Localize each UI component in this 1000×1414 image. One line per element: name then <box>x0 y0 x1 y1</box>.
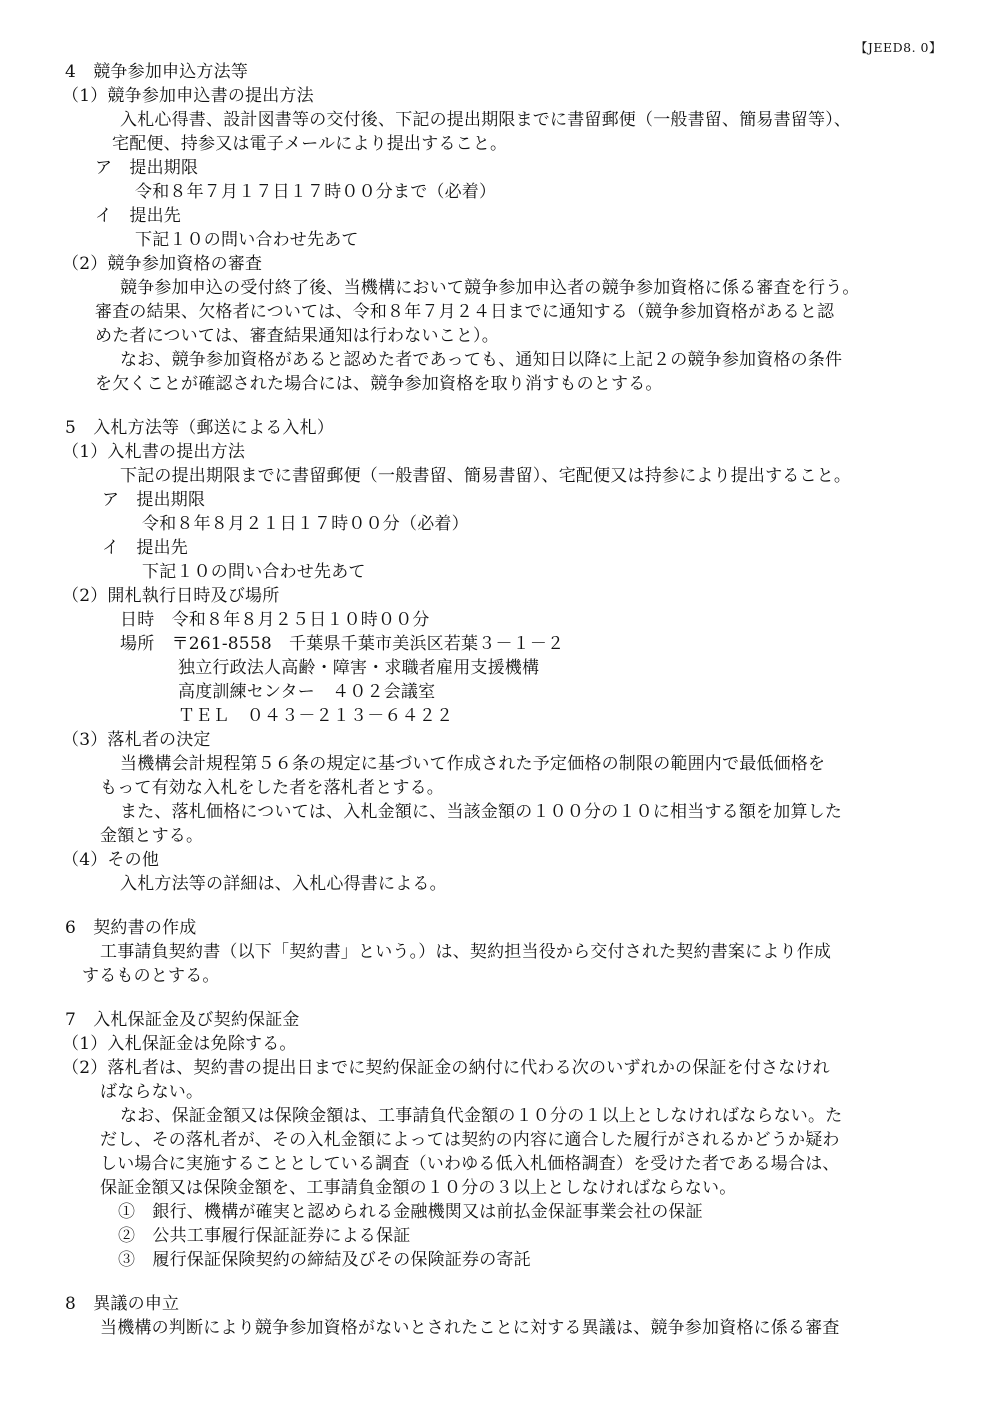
paragraph-line: 日時 令和８年８月２５日１０時００分 <box>120 610 430 630</box>
section-5-2-heading: （2）開札執行日時及び場所 <box>62 586 280 606</box>
paragraph-line: 宅配便、持参又は電子メールにより提出すること。 <box>112 134 508 154</box>
section-5-4-heading: （4）その他 <box>62 850 160 870</box>
paragraph-line: 審査の結果、欠格者については、令和８年７月２４日までに通知する（競争参加資格があると認 <box>95 302 835 322</box>
section-5-3-heading: （3）落札者の決定 <box>62 730 211 750</box>
paragraph-line: 工事請負契約書（以下「契約書」という。）は、契約担当役から交付された契約書案により作成 <box>100 942 832 962</box>
paragraph-line: だし、その落札者が、その入札金額によっては契約の内容に適合した履行がされるかどうか疑わ <box>100 1130 840 1150</box>
paragraph-line: また、落札価格については、入札金額に、当該金額の１００分の１０に相当する額を加算した <box>120 802 843 822</box>
paragraph-line: 保証金額又は保険金額を、工事請負金額の１０分の３以上としなければならない。 <box>100 1178 737 1198</box>
paragraph-line: 下記の提出期限までに書留郵便（一般書留、簡易書留）、宅配便又は持参により提出すること。 <box>120 466 852 486</box>
paragraph-line: 独立行政法人高齢・障害・求職者雇用支援機構 <box>178 658 540 678</box>
paragraph-line: 当機構会計規程第５６条の規定に基づいて作成された予定価格の制限の範囲内で最低価格を <box>120 754 826 774</box>
paragraph-line: ばならない。 <box>100 1082 204 1102</box>
paragraph-line: 下記１０の問い合わせ先あて <box>135 230 359 250</box>
item-label: ア 提出期限 <box>102 490 206 510</box>
paragraph-line: 場所 〒261-8558 千葉県千葉市美浜区若葉３－１－２ <box>120 634 565 654</box>
paragraph-line: 下記１０の問い合わせ先あて <box>142 562 366 582</box>
list-item: ③ 履行保証保険契約の締結及びその保険証券の寄託 <box>118 1250 531 1270</box>
paragraph-line: 令和８年８月２１日１７時００分（必着） <box>142 514 469 534</box>
paragraph-line: を欠くことが確認された場合には、競争参加資格を取り消すものとする。 <box>95 374 663 394</box>
section-4-heading: 4 競争参加申込方法等 <box>65 62 249 82</box>
paragraph-line: 令和８年７月１７日１７時００分まで（必着） <box>135 182 497 202</box>
paragraph-line: 競争参加申込の受付終了後、当機構において競争参加申込者の競争参加資格に係る審査を行う。 <box>120 278 860 298</box>
paragraph-line: もって有効な入札をした者を落札者とする。 <box>100 778 444 798</box>
section-5-heading: 5 入札方法等（郵送による入札） <box>65 418 335 438</box>
section-7-2-heading: （2）落札者は、契約書の提出日までに契約保証金の納付に代わる次のいずれかの保証を付さなけれ <box>62 1058 830 1078</box>
paragraph-line: なお、競争参加資格があると認めた者であっても、通知日以降に上記２の競争参加資格の条件 <box>120 350 843 370</box>
paragraph-line: するものとする。 <box>82 966 220 986</box>
paragraph-line: 入札方法等の詳細は、入札心得書による。 <box>120 874 447 894</box>
paragraph-line: 高度訓練センター ４０２会議室 <box>178 682 436 702</box>
section-4-2-heading: （2）競争参加資格の審査 <box>62 254 263 274</box>
section-5-1-heading: （1）入札書の提出方法 <box>62 442 246 462</box>
section-8-heading: 8 異議の申立 <box>65 1294 180 1314</box>
paragraph-line: 入札心得書、設計図書等の交付後、下記の提出期限までに書留郵便（一般書留、簡易書留等）、 <box>120 110 852 130</box>
list-item: ① 銀行、機構が確実と認められる金融機関又は前払金保証事業会社の保証 <box>118 1202 703 1222</box>
paragraph-line: めた者については、審査結果通知は行わないこと）。 <box>95 326 499 346</box>
section-4-1-heading: （1）競争参加申込書の提出方法 <box>62 86 314 106</box>
item-label: イ 提出先 <box>95 206 181 226</box>
paragraph-line: 当機構の判断により競争参加資格がないとされたことに対する異議は、競争参加資格に係る審査 <box>100 1318 840 1338</box>
item-label: イ 提出先 <box>102 538 188 558</box>
paragraph-line: 金額とする。 <box>100 826 204 846</box>
document-code: 【JEED8. 0】 <box>854 40 942 55</box>
section-6-heading: 6 契約書の作成 <box>65 918 197 938</box>
paragraph-line: なお、保証金額又は保険金額は、工事請負代金額の１０分の１以上としなければならない。た <box>120 1106 843 1126</box>
paragraph-line: ＴＥＬ ０４３－２１３－６４２２ <box>178 706 454 726</box>
list-item: ② 公共工事履行保証証券による保証 <box>118 1226 411 1246</box>
paragraph-line: しい場合に実施することとしている調査（いわゆる低入札価格調査）を受けた者である場合は、 <box>100 1154 840 1174</box>
section-7-heading: 7 入札保証金及び契約保証金 <box>65 1010 300 1030</box>
item-label: ア 提出期限 <box>95 158 199 178</box>
section-7-1-heading: （1）入札保証金は免除する。 <box>62 1034 297 1054</box>
